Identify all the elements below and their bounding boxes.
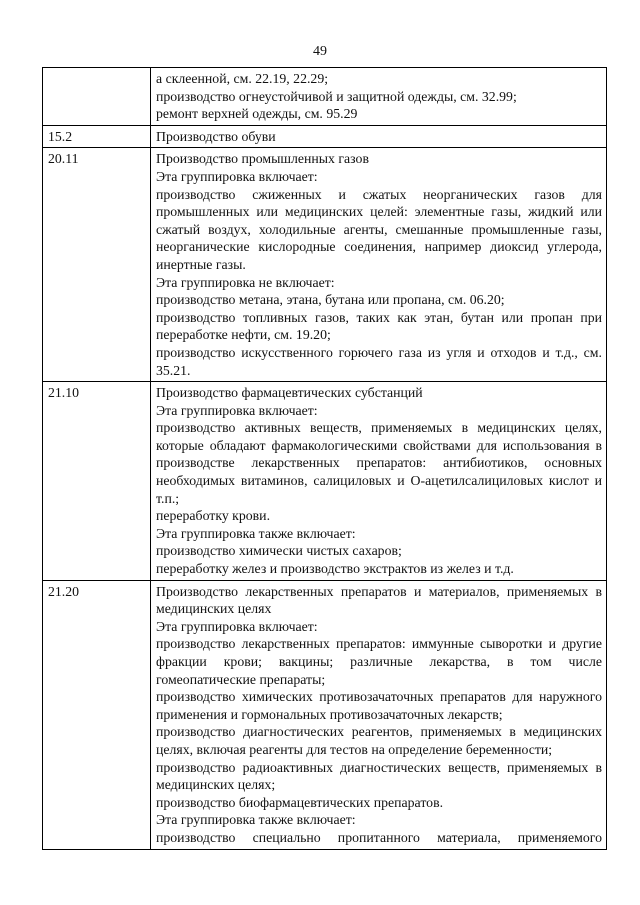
- also-includes-heading: Эта группировка также включает:: [156, 525, 356, 541]
- row-description: [151, 68, 607, 126]
- desc-line: производство химически чистых сахаров;: [156, 543, 402, 559]
- desc-paragraph: производство радиоактивных диагностических веществ, применяемых в медицинских целях;: [156, 759, 602, 793]
- desc-paragraph: производство топливных газов, таких как этан, бутан или пропан при переработке нефти, см. 19.20;: [156, 309, 602, 343]
- desc-paragraph: производство сжиженных и сжатых неорганических газов для промышленных или медицинских целей: элементные газы, жидкий или сжатый воздух, холодильные агенты, смешанные промышленные газы, неорганические кислородные соединения, например диоксид углерода, инертные газы.: [156, 186, 602, 272]
- includes-heading: Эта группировка включает:: [156, 618, 318, 634]
- row-title: Производство фармацевтических субстанций: [156, 385, 423, 401]
- row-description: [151, 125, 607, 148]
- row-code: [43, 68, 151, 126]
- row-title: Производство обуви: [156, 128, 276, 144]
- table-row: [43, 580, 607, 849]
- row-description: [151, 382, 607, 581]
- desc-paragraph: производство искусственного горючего газа из угля и отходов и т.д., см. 35.21.: [156, 344, 602, 378]
- table-row: [43, 148, 607, 382]
- desc-line: переработку желез и производство экстрактов из желез и т.д.: [156, 561, 514, 577]
- table-row: [43, 382, 607, 581]
- desc-line: переработку крови.: [156, 508, 271, 524]
- row-code: 21.20: [43, 580, 151, 849]
- desc-line: производство биофармацевтических препаратов.: [156, 794, 444, 810]
- table-row: [43, 68, 607, 126]
- desc-line: ремонт верхней одежды, см. 95.29: [156, 106, 358, 122]
- desc-line: производство метана, этана, бутана или пропана, см. 06.20;: [156, 292, 505, 308]
- page-number: 49: [313, 44, 327, 59]
- row-code: 15.2: [43, 125, 151, 148]
- row-description: [151, 148, 607, 382]
- row-code: 21.10: [43, 382, 151, 581]
- desc-line: производство огнеустойчивой и защитной одежды, см. 32.99;: [156, 88, 517, 104]
- row-code: 20.11: [43, 148, 151, 382]
- includes-heading: Эта группировка включает:: [156, 168, 318, 184]
- desc-paragraph: производство лекарственных препаратов: иммунные сыворотки и другие фракции крови; вакцины; различные лекарства, в том числе гомеопатические препараты;: [156, 636, 602, 687]
- table-row: [43, 125, 607, 148]
- also-includes-heading: Эта группировка также включает:: [156, 812, 356, 828]
- desc-paragraph: производство химических противозачаточных препаратов для наружного применения и гормональных противозачаточных лекарств;: [156, 689, 602, 722]
- row-title: Производство промышленных газов: [156, 151, 369, 167]
- row-title: Производство лекарственных препаратов и материалов, применяемых в медицинских целях: [156, 583, 602, 617]
- desc-paragraph: производство диагностических реагентов, применяемых в медицинских целях, включая реагенты для тестов на определение беременности;: [156, 724, 602, 757]
- includes-heading: Эта группировка включает:: [156, 402, 318, 418]
- desc-paragraph: производство активных веществ, применяемых в медицинских целях, которые обладают фармакологическими свойствами для использования в производстве лекарственных препаратов: антибиотиков, основных необходимых витаминов, салициловых и О-ацетилсалициловых кислот и т.п.;: [156, 420, 602, 506]
- desc-line: производство специально пропитанного материала, применяемого: [156, 829, 602, 845]
- desc-line: а склеенной, см. 22.19, 22.29;: [156, 71, 329, 86]
- classification-table: [42, 67, 607, 850]
- row-description: [151, 580, 607, 849]
- excludes-heading: Эта группировка не включает:: [156, 274, 335, 290]
